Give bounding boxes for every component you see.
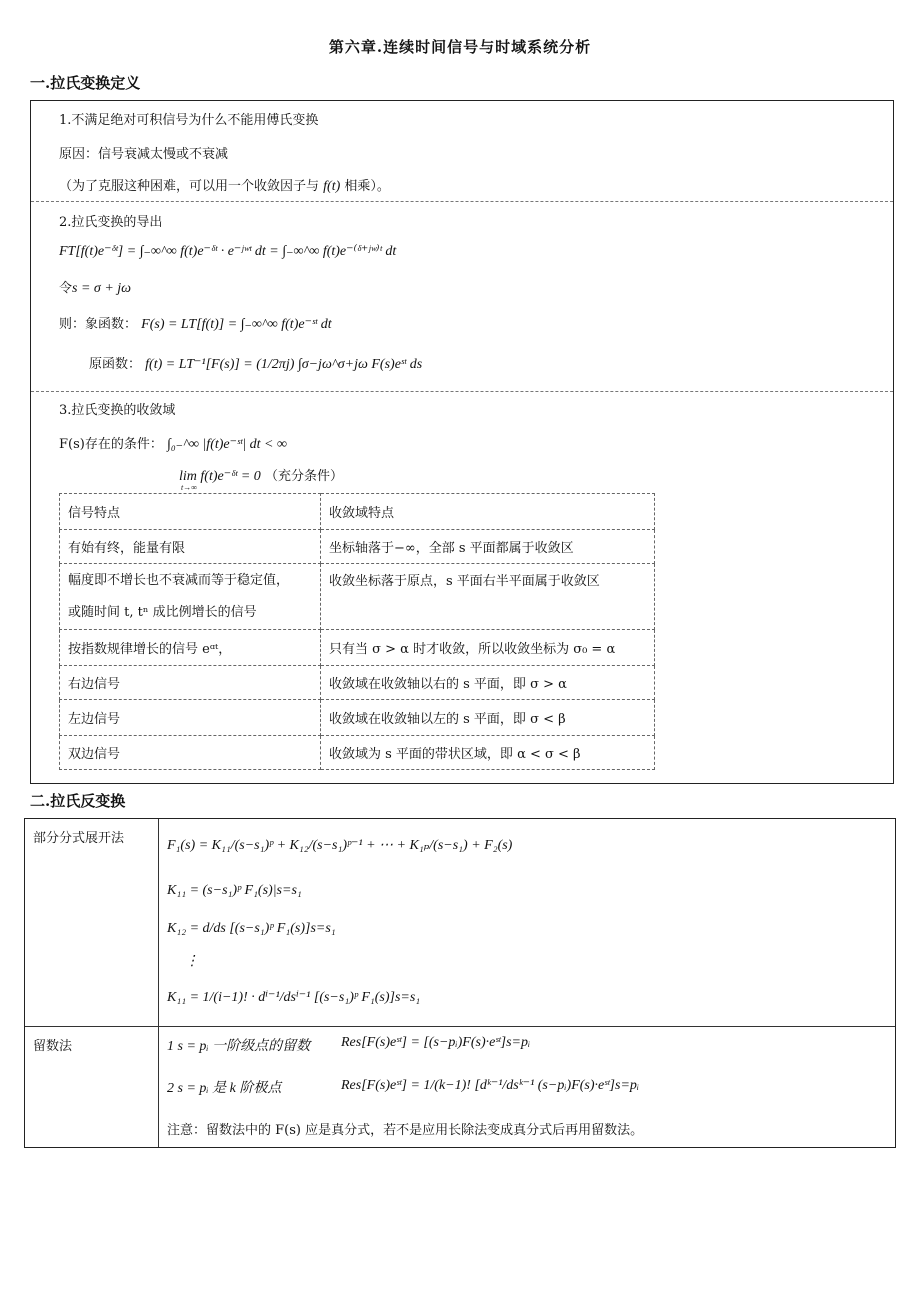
roc-cell: 左边信号 bbox=[60, 700, 321, 736]
pf-eq-4: K₁₁ = 1/(i−1)! · dⁱ⁻¹/dsⁱ⁻¹ [(s−s₁)ᵖ F₁(s)]s=s₁ bbox=[167, 990, 421, 1005]
pf-label: 部分分式展开法 bbox=[33, 831, 125, 846]
section2-box bbox=[24, 818, 896, 1148]
let-equation: s = σ + jω bbox=[72, 281, 132, 296]
res-label: 留数法 bbox=[33, 1039, 73, 1054]
existence-condition bbox=[59, 433, 287, 453]
limit-note: （充分条件） bbox=[264, 469, 343, 484]
p2-heading: 2.拉氏变换的导出 bbox=[59, 215, 163, 230]
roc-cell: 幅度即不增长也不衰减而等于稳定值， 或随时间 t, tⁿ 成比例增长的信号 bbox=[60, 564, 321, 630]
roc-cell: 双边信号 bbox=[60, 736, 321, 770]
row-divider bbox=[25, 1026, 895, 1027]
roc-cell: 右边信号 bbox=[60, 666, 321, 700]
limit-subscript: t→∞ bbox=[181, 483, 197, 492]
pf-eq-2: K₁₁ = (s−s₁)ᵖ F₁(s)|s=s₁ bbox=[167, 883, 302, 898]
original-function-line bbox=[89, 353, 422, 373]
roc-cell: 收敛域在收敛轴以右的 s 平面，即 σ > α bbox=[321, 666, 655, 700]
res2-equation: Res[F(s)eˢᵗ] = 1/(k−1)! [dᵏ⁻¹/dsᵏ⁻¹ (s−pᵢ)F(s)·eˢᵗ]s=pᵢ bbox=[341, 1078, 640, 1093]
p1-heading: 1.不满足绝对可积信号为什么不能用傅氏变换 bbox=[59, 113, 319, 128]
limit-condition bbox=[179, 465, 343, 485]
roc-cell: 坐标轴落于−∞，全部 s 平面都属于收敛区 bbox=[321, 530, 655, 564]
p1-note-math: f(t) bbox=[323, 179, 341, 194]
p1-note-prefix: （为了克服这种困难，可以用一个收敛因子与 bbox=[59, 179, 320, 194]
ft-equation: FT[f(t)e⁻ᵟᵗ] = ∫₋∞^∞ f(t)e⁻ᵟᵗ · e⁻ʲʷᵗ dt = ∫₋∞^∞ f(t)e⁻⁽ᵟ⁺ʲʷ⁾ᵗ dt bbox=[59, 244, 397, 259]
let-prefix: 令 bbox=[59, 281, 73, 296]
roc-table bbox=[59, 493, 655, 770]
pf-eq-1: F₁(s) = K₁₁/(s−s₁)ᵖ + K₁₂/(s−s₁)ᵖ⁻¹ + ⋯ + K₁ₚ/(s−s₁) + F₂(s) bbox=[167, 838, 513, 853]
divider-1 bbox=[31, 201, 893, 202]
p1-note bbox=[59, 175, 390, 195]
p1-note-suffix: 相乘）。 bbox=[344, 179, 390, 194]
roc-cell: 有始有终，能量有限 bbox=[60, 530, 321, 564]
limit-equation: lim f(t)e⁻ᵟᵗ = 0 bbox=[179, 469, 261, 484]
let-line bbox=[59, 277, 131, 297]
roc-cell: 收敛域在收敛轴以左的 s 平面，即 σ < β bbox=[321, 700, 655, 736]
pf-eq-vdots: ⋮ bbox=[185, 954, 199, 969]
column-divider bbox=[158, 819, 159, 1147]
p1-reason: 原因：信号衰减太慢或不衰减 bbox=[59, 147, 229, 162]
cond-equation: ∫₀₋^∞ |f(t)e⁻ˢᵗ| dt < ∞ bbox=[166, 437, 287, 452]
res2-text: 2 s = pᵢ 是 k 阶极点 bbox=[167, 1081, 282, 1096]
pf-eq-3: K₁₂ = d/ds [(s−s₁)ᵖ F₁(s)]s=s₁ bbox=[167, 921, 336, 936]
roc-header-region: 收敛域特点 bbox=[321, 494, 655, 530]
orig-equation: f(t) = LT⁻¹[F(s)] = (1/2πj) ∫σ−jω^σ+jω F(s)eˢᵗ ds bbox=[145, 357, 423, 372]
p3-heading: 3.拉氏变换的收敛域 bbox=[59, 403, 176, 418]
section1-heading: 一.拉氏变换定义 bbox=[30, 74, 141, 92]
roc-cell: 只有当 σ > α 时才收敛，所以收敛坐标为 σ₀ = α bbox=[321, 630, 655, 666]
page-title: 第六章.连续时间信号与时域系统分析 bbox=[328, 38, 592, 56]
section2-heading: 二.拉氏反变换 bbox=[30, 792, 126, 810]
roc-cell: 按指数规律增长的信号 eᵅᵗ， bbox=[60, 630, 321, 666]
cond-label: F(s)存在的条件： bbox=[59, 437, 163, 452]
image-label: 则：象函数： bbox=[59, 317, 138, 332]
image-function-line bbox=[59, 313, 332, 333]
image-equation: F(s) = LT[f(t)] = ∫₋∞^∞ f(t)e⁻ˢᵗ dt bbox=[141, 317, 332, 332]
res-note: 注意：留数法中的 F(s) 应是真分式，若不是应用长除法变成真分式后再用留数法。 bbox=[167, 1123, 644, 1138]
roc-cell: 收敛域为 s 平面的带状区域，即 α < σ < β bbox=[321, 736, 655, 770]
roc-cell: 收敛坐标落于原点，s 平面右半平面属于收敛区 bbox=[321, 564, 655, 630]
res1-text: 1 s = pᵢ 一阶级点的留数 bbox=[167, 1039, 311, 1054]
divider-2 bbox=[31, 391, 893, 392]
roc-header-signal: 信号特点 bbox=[60, 494, 321, 530]
res1-equation: Res[F(s)eˢᵗ] = [(s−pᵢ)F(s)·eˢᵗ]s=pᵢ bbox=[341, 1035, 531, 1050]
orig-label: 原函数： bbox=[89, 357, 142, 372]
